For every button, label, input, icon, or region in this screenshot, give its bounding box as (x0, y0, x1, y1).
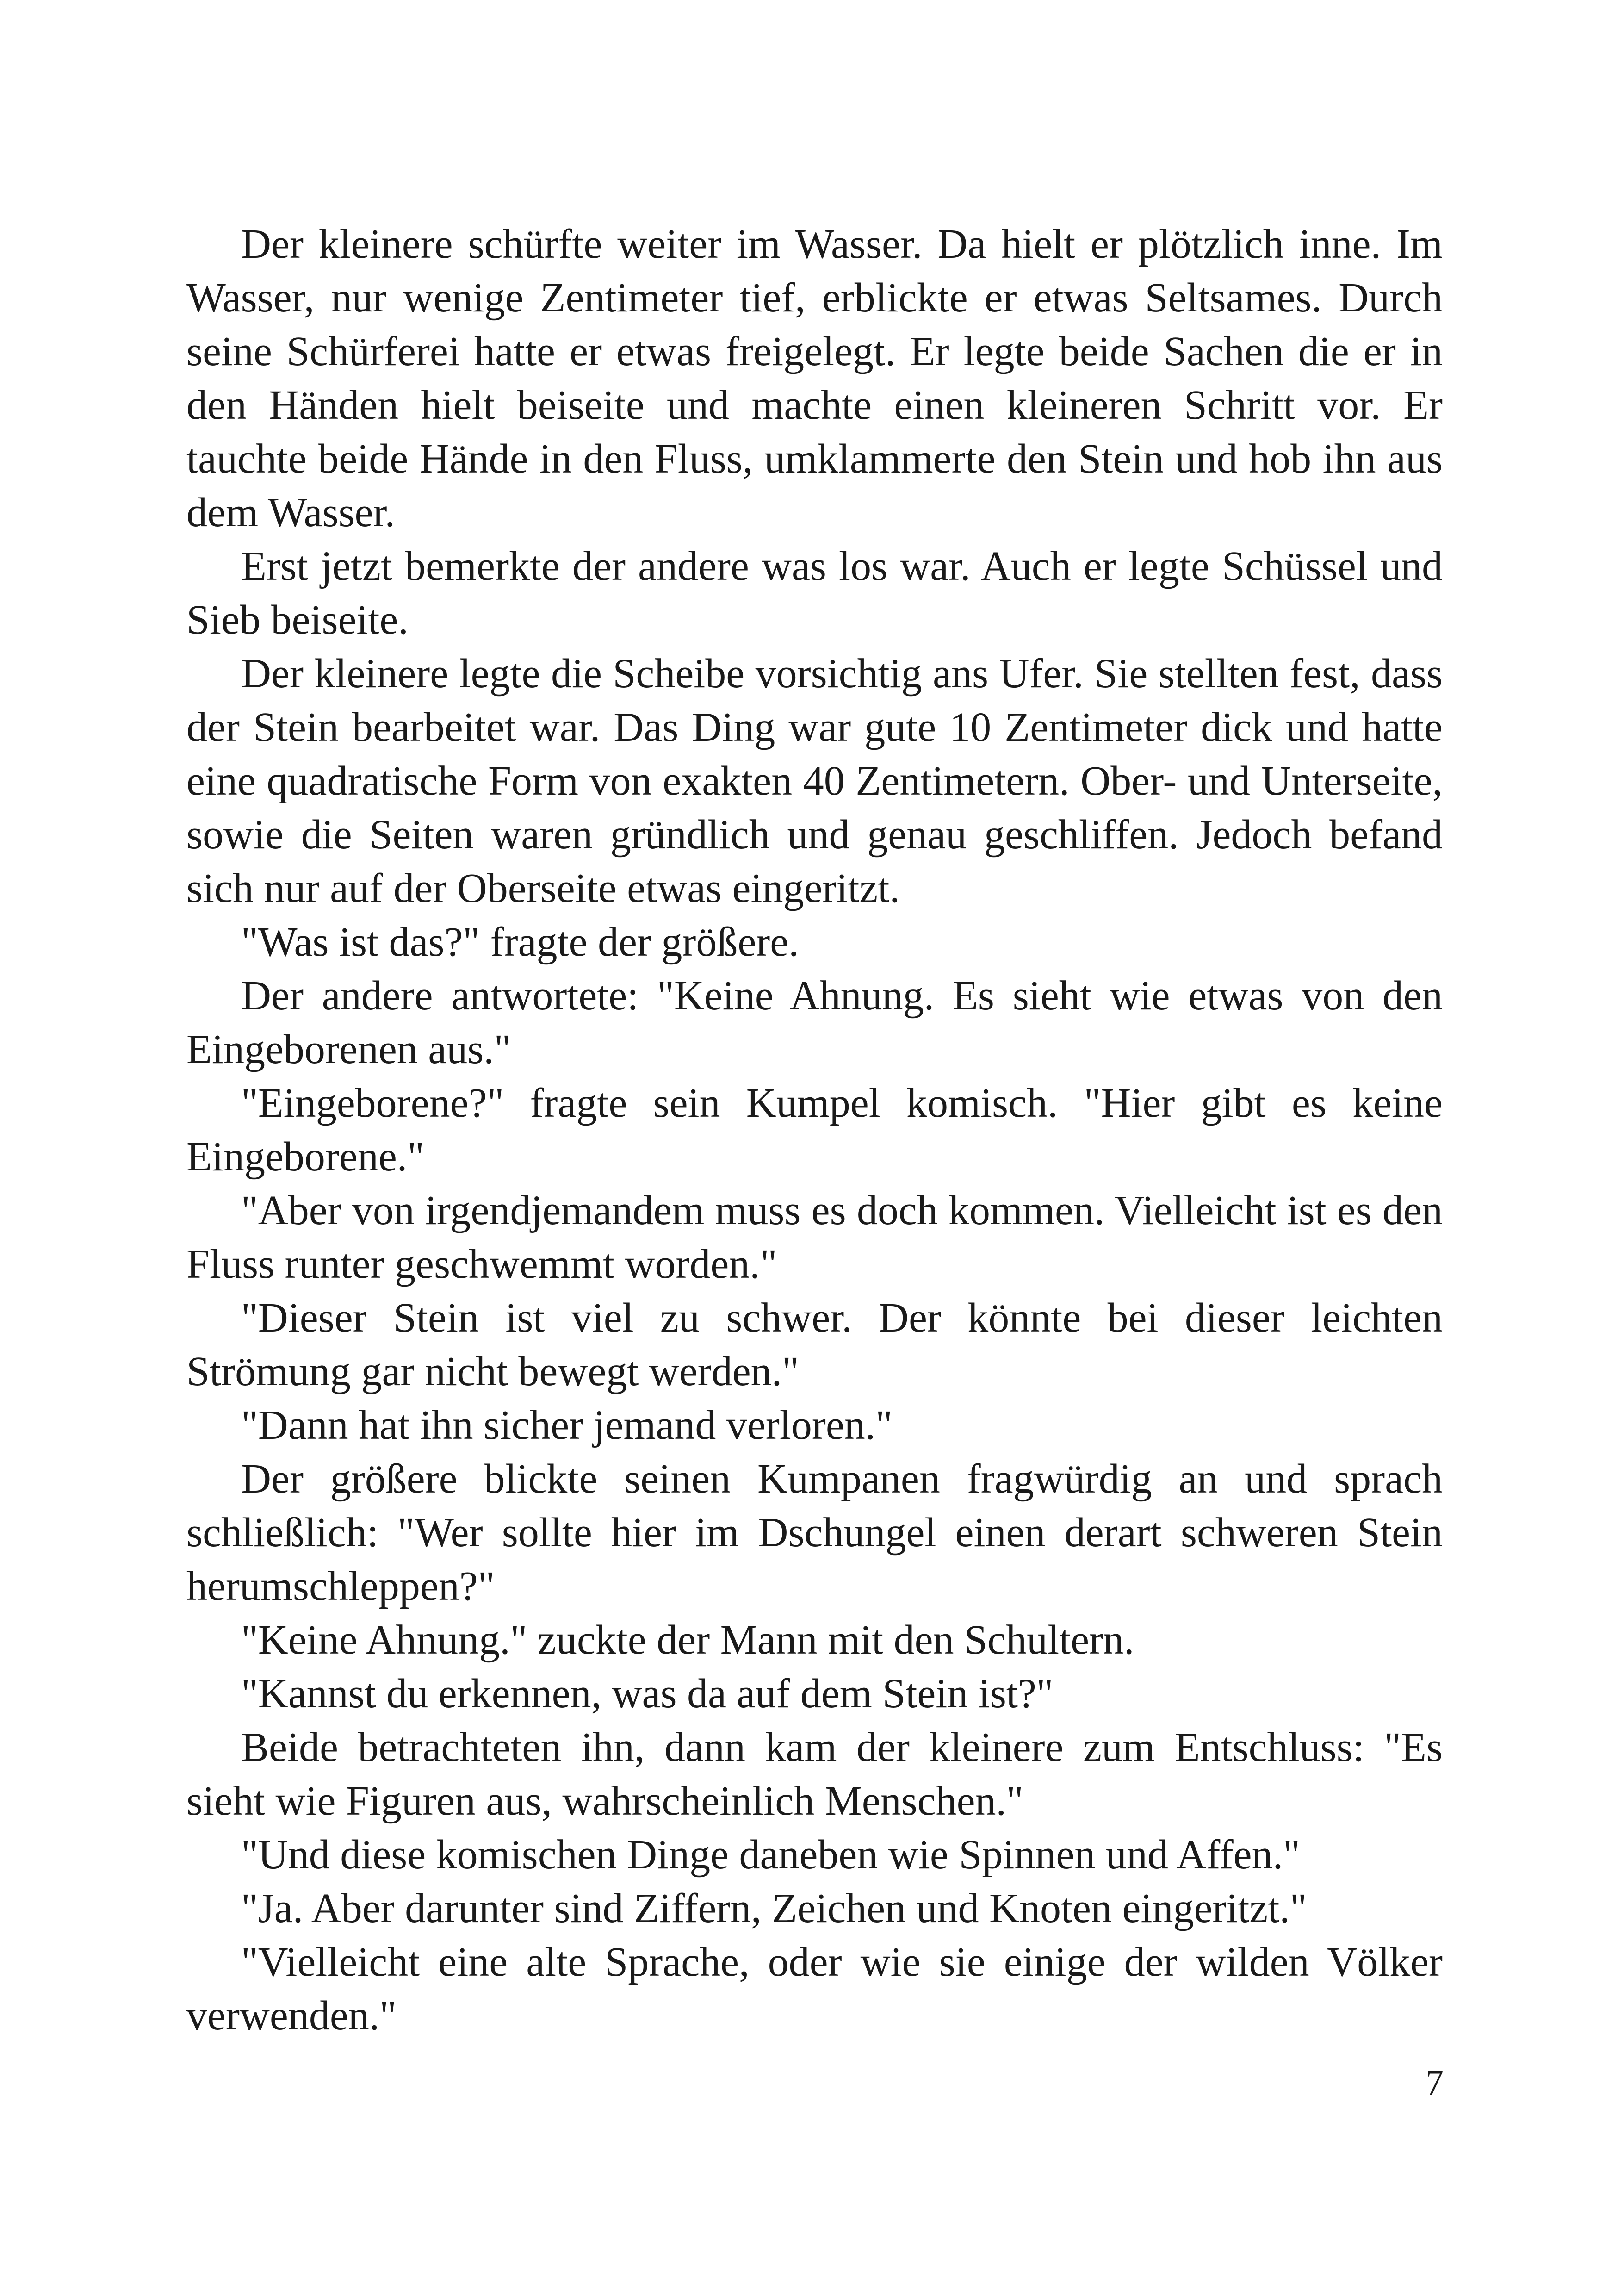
page-number: 7 (1426, 2062, 1444, 2103)
body-text (186, 218, 1443, 2043)
paragraph: "Dann hat ihn sicher jemand verloren." (241, 1402, 893, 1448)
paragraph: Erst jetzt bemerkte der andere was los war. Auch er legte Schüssel und Sieb beiseite. (186, 543, 1443, 643)
paragraph: "Vielleicht eine alte Sprache, oder wie sie einige der wilden Völker verwenden." (186, 1939, 1443, 2039)
paragraph: Der andere antwortete: "Keine Ahnung. Es sieht wie etwas von den Eingeborenen aus." (186, 973, 1443, 1072)
paragraph: "Dieser Stein ist viel zu schwer. Der könnte bei dieser leichten Strömung gar nicht bewegt werden." (186, 1295, 1443, 1394)
paragraph: "Aber von irgendjemandem muss es doch kommen. Vielleicht ist es den Fluss runter geschwemmt worden." (186, 1188, 1443, 1287)
paragraph: Der kleinere legte die Scheibe vorsichtig ans Ufer. Sie stellten fest, dass der Stein bearbeitet war. Das Ding war gute 10 Zentimeter dick und hatte eine quadratische Form von exakten 40 Zentimetern. Ober- und Unterseite, sowie die Seiten waren gründlich und genau geschliffen. Jedoch befand sich nur auf der Oberseite etwas eingeritzt. (186, 651, 1443, 911)
paragraph: "Eingeborene?" fragte sein Kumpel komisch. "Hier gibt es keine Eingeborene." (186, 1080, 1443, 1180)
paragraph: "Ja. Aber darunter sind Ziffern, Zeichen und Knoten eingeritzt." (241, 1885, 1307, 1931)
paragraph: "Keine Ahnung." zuckte der Mann mit den Schultern. (241, 1617, 1134, 1663)
paragraph: "Was ist das?" fragte der größere. (241, 919, 799, 965)
paragraph: "Kannst du erkennen, was da auf dem Stein ist?" (241, 1671, 1054, 1717)
paragraph: Beide betrachteten ihn, dann kam der kleinere zum Entschluss: "Es sieht wie Figuren aus, wahrscheinlich Menschen." (186, 1724, 1443, 1824)
paragraph: "Und diese komischen Dinge daneben wie Spinnen und Affen." (241, 1832, 1300, 1878)
paragraph: Der größere blickte seinen Kumpanen fragwürdig an und sprach schließlich: "Wer sollte hier im Dschungel einen derart schweren Stein herumschleppen?" (186, 1456, 1443, 1609)
paragraph: Der kleinere schürfte weiter im Wasser. Da hielt er plötzlich inne. Im Wasser, nur wenige Zentimeter tief, erblickte er etwas Seltsames. Durch seine Schürferei hatte er etwas freigelegt. Er legte beide Sachen die er in den Händen hielt beiseite und machte einen kleineren Schritt vor. Er tauchte beide Hände in den Fluss, umklammerte den Stein und hob ihn aus dem Wasser. (186, 221, 1443, 535)
